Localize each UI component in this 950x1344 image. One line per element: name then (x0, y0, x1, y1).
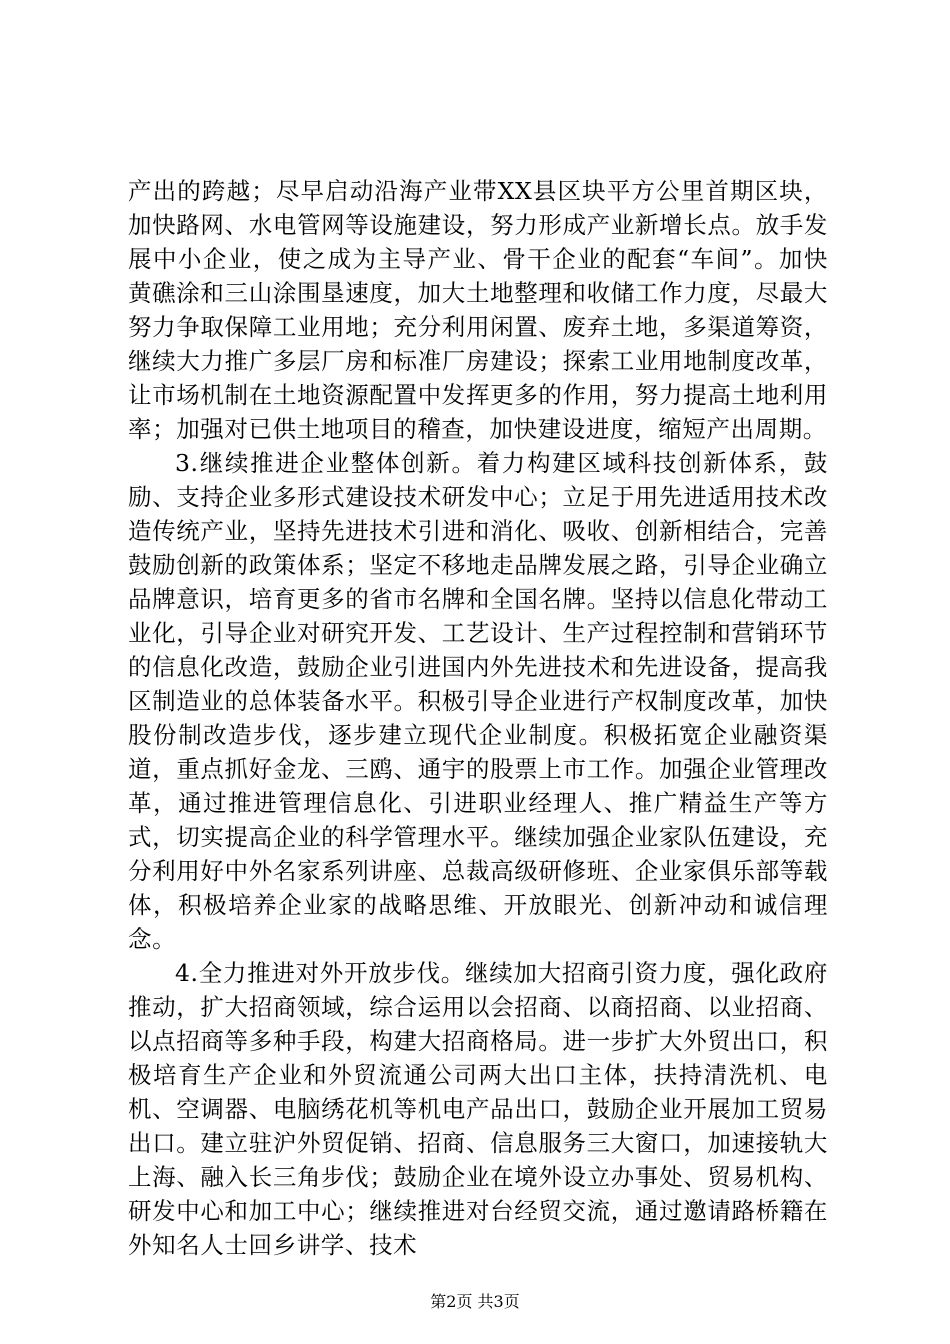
document-body (128, 174, 828, 1262)
page-footer (0, 1291, 950, 1313)
paragraph-opening-up: 4.全力推进对外开放步伐。继续加大招商引资力度，强化政府推动，扩大招商领域，综合运用以会招商、以商招商、以业招商、以点招商等多种手段，构建大招商格局。进一步扩大外贸出口，积极培育生产企业和外贸流通公司两大出口主体，扶持清洗机、电机、空调器、电脑绣花机等机电产品出口，鼓励企业开展加工贸易出口。建立驻沪外贸促销、招商、信息服务三大窗口，加速接轨大上海、融入长三角步伐；鼓励企业在境外设立办事处、贸易机构、研发中心和加工中心；继续推进对台经贸交流，通过邀请路桥籍在外知名人士回乡讲学、技术 (128, 959, 828, 1259)
paragraph-continuation: 产出的跨越；尽早启动沿海产业带XX县区块平方公里首期区块，加快路网、水电管网等设施建设，努力形成产业新增长点。放手发展中小企业，使之成为主导产业、骨干企业的配套“车间”。加快黄礁涂和三山涂围垦速度，加大土地整理和收储工作力度，尽最大努力争取保障工业用地；充分利用闲置、废弃土地，多渠道筹资，继续大力推广多层厂房和标准厂房建设；探索工业用地制度改革，让市场机制在土地资源配置中发挥更多的作用，努力提高土地利用率；加强对已供土地项目的稽查，加快建设进度，缩短产出周期。 (128, 177, 828, 443)
paragraph-enterprise-innovation: 3.继续推进企业整体创新。着力构建区域科技创新体系，鼓励、支持企业多形式建设技术研发中心；立足于用先进适用技术改造传统产业，坚持先进技术引进和消化、吸收、创新相结合，完善鼓励创新的政策体系；坚定不移地走品牌发展之路，引导企业确立品牌意识，培育更多的省市名牌和全国名牌。坚持以信息化带动工业化，引导企业对研究开发、工艺设计、生产过程控制和营销环节的信息化改造，鼓励企业引进国内外先进技术和先进设备，提高我区制造业的总体装备水平。积极引导企业进行产权制度改革，加快股份制改造步伐，逐步建立现代企业制度。积极拓宽企业融资渠道，重点抓好金龙、三鸥、通宇的股票上市工作。加强企业管理改革，通过推进管理信息化、引进职业经理人、推广精益生产等方式，切实提高企业的科学管理水平。继续加强企业家队伍建设，充分利用好中外名家系列讲座、总裁高级研修班、企业家俱乐部等载体，积极培养企业家的战略思维、开放眼光、创新冲动和诚信理念。 (128, 449, 828, 953)
page-number-label: 第2页 共3页 (430, 1292, 520, 1311)
